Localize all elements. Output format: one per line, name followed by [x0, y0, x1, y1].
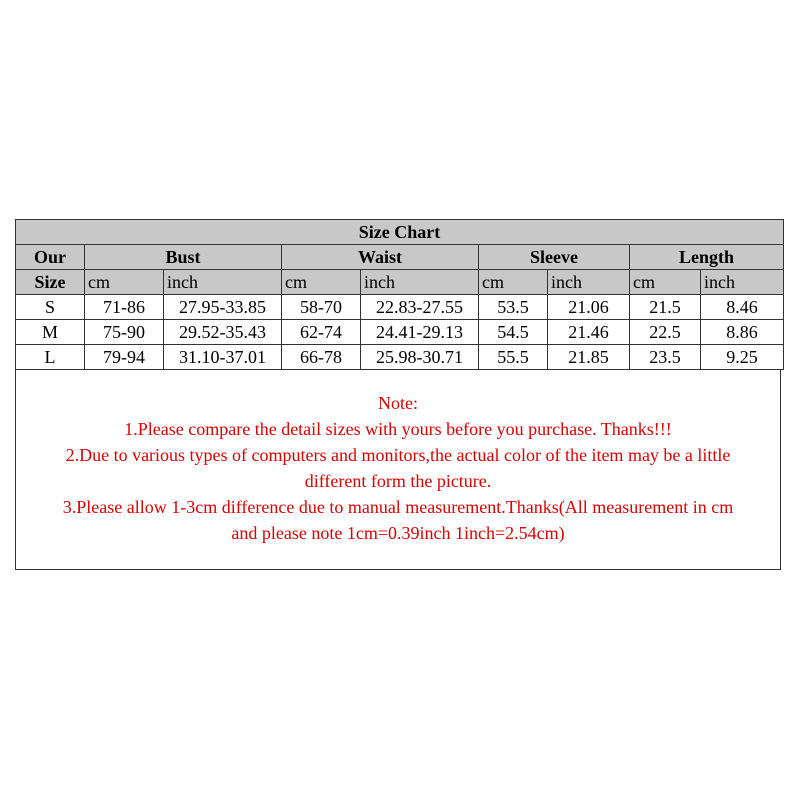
unit-label: inch — [164, 270, 282, 295]
table-row — [16, 295, 784, 320]
size-cell: M — [16, 320, 85, 345]
table-cell: 9.25 — [701, 345, 784, 370]
group-bust: Bust — [85, 245, 282, 270]
unit-label: cm — [85, 270, 164, 295]
table-cell: 23.5 — [630, 345, 701, 370]
table-cell: 54.5 — [479, 320, 548, 345]
note-line: different form the picture. — [304, 471, 492, 491]
table-cell: 75-90 — [85, 320, 164, 345]
size-cell: S — [16, 295, 85, 320]
unit-label: inch — [701, 270, 784, 295]
table-cell: 31.10-37.01 — [164, 345, 282, 370]
group-length: Length — [630, 245, 784, 270]
note-line: 2.Due to various types of computers and monitors,the actual color of the item may be a little — [65, 445, 731, 465]
table-cell: 22.83-27.55 — [361, 295, 479, 320]
group-sleeve: Sleeve — [479, 245, 630, 270]
unit-label: inch — [361, 270, 479, 295]
notes-heading: Note: — [378, 393, 418, 413]
table-cell: 8.86 — [701, 320, 784, 345]
table-cell: 55.5 — [479, 345, 548, 370]
size-chart — [15, 219, 783, 570]
group-header-row — [16, 245, 784, 270]
table-cell: 24.41-29.13 — [361, 320, 479, 345]
size-cell: L — [16, 345, 85, 370]
group-waist: Waist — [282, 245, 479, 270]
table-row — [16, 345, 784, 370]
table-cell: 79-94 — [85, 345, 164, 370]
table-cell: 53.5 — [479, 295, 548, 320]
table-cell: 27.95-33.85 — [164, 295, 282, 320]
table-cell: 29.52-35.43 — [164, 320, 282, 345]
table-cell: 62-74 — [282, 320, 361, 345]
table-cell: 66-78 — [282, 345, 361, 370]
note-line: and please note 1cm=0.39inch 1inch=2.54cm) — [231, 523, 565, 543]
table-cell: 21.46 — [548, 320, 630, 345]
unit-header-row — [16, 270, 784, 295]
unit-label: cm — [479, 270, 548, 295]
unit-label: cm — [282, 270, 361, 295]
table-cell: 71-86 — [85, 295, 164, 320]
table-row — [16, 320, 784, 345]
table-title: Size Chart — [16, 220, 784, 245]
note-line: 1.Please compare the detail sizes with yours before you purchase. Thanks!!! — [124, 419, 672, 439]
size-table — [15, 219, 784, 370]
table-title-row — [16, 220, 784, 245]
table-cell: 22.5 — [630, 320, 701, 345]
our-label: Our — [16, 245, 85, 270]
table-cell: 21.85 — [548, 345, 630, 370]
table-cell: 21.06 — [548, 295, 630, 320]
size-label: Size — [16, 270, 85, 295]
table-cell: 58-70 — [282, 295, 361, 320]
table-cell: 8.46 — [701, 295, 784, 320]
table-cell: 21.5 — [630, 295, 701, 320]
notes-box — [15, 370, 781, 570]
unit-label: inch — [548, 270, 630, 295]
unit-label: cm — [630, 270, 701, 295]
table-cell: 25.98-30.71 — [361, 345, 479, 370]
note-line: 3.Please allow 1-3cm difference due to manual measurement.Thanks(All measurement in cm — [62, 497, 734, 517]
